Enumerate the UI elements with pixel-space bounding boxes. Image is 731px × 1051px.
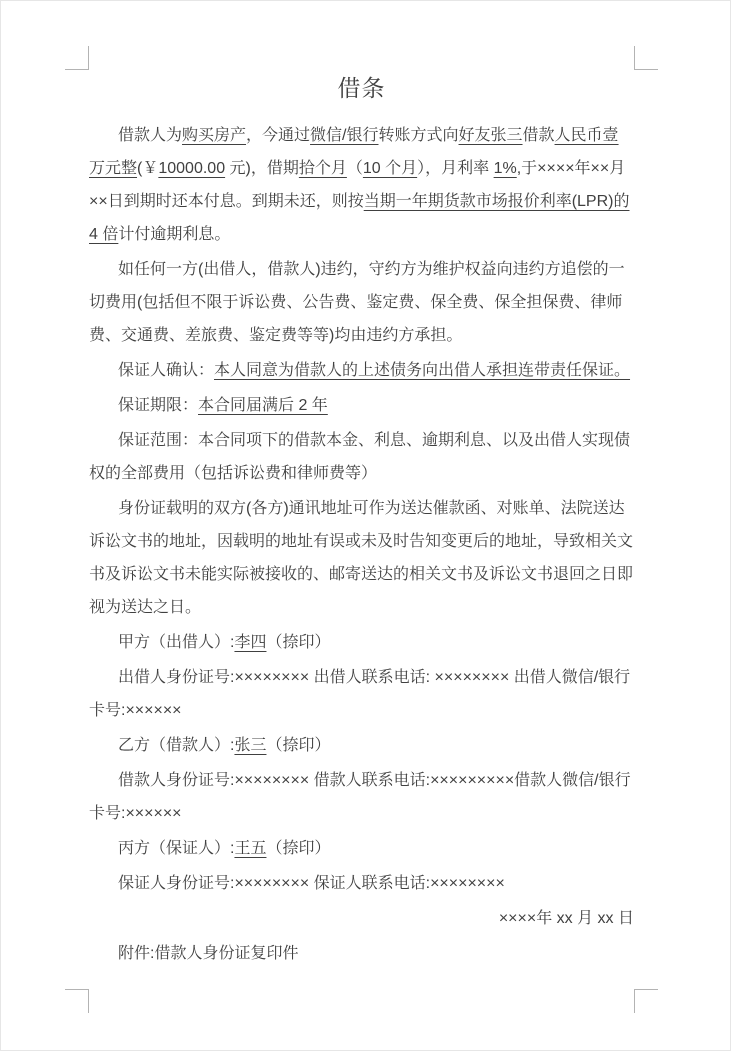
paragraph-attachment <box>89 937 634 970</box>
underlined-text: 10000.00 <box>158 160 226 177</box>
document-title: 借条 <box>337 75 386 101</box>
paragraph-lender-contact-info <box>89 661 634 727</box>
underlined-text: 10 个月 <box>362 160 418 177</box>
paragraph-guarantor-contact-info <box>89 867 634 900</box>
underlined-text: 拾个月 <box>298 160 347 177</box>
text-run: （捺印） <box>266 737 331 754</box>
paragraph-guarantee-scope <box>89 424 634 490</box>
text-run: 乙方（借款人）: <box>118 737 235 754</box>
underlined-text: 本合同届满后 2 年 <box>198 397 328 414</box>
text-run: 附件:借款人身份证复印件 <box>118 945 299 962</box>
text-run: 转账方式向 <box>378 127 459 144</box>
text-run: 保证人确认： <box>118 362 215 379</box>
text-run: ××××年 xx 月 xx 日 <box>498 910 634 927</box>
paragraph-date <box>89 902 634 935</box>
text-run: 借款 <box>522 127 555 144</box>
document-body <box>89 119 634 970</box>
text-run: 保证人身份证号:×××××××× 保证人联系电话:×××××××× <box>118 875 505 892</box>
margin-corner-mark-top-right <box>634 46 658 70</box>
text-run: 丙方（保证人）: <box>118 840 235 857</box>
text-run: 保证期限： <box>118 397 199 414</box>
text-run: ，今通过 <box>246 127 311 144</box>
underlined-text: 购买房产 <box>182 127 247 144</box>
margin-corner-mark-top-left <box>65 46 89 70</box>
text-run: （ <box>346 160 363 177</box>
margin-corner-mark-bottom-right <box>634 989 658 1013</box>
underlined-text: 当期一年期货款市场报价利率(LPR)的 4 倍 <box>89 193 630 243</box>
paragraph-party-c-guarantor-signature <box>89 832 634 865</box>
text-run: 借款人身份证号:×××××××× 借款人联系电话:×××××××××借款人微信/银行卡号:×××××× <box>89 772 631 822</box>
paragraph-loan-terms <box>89 119 634 251</box>
text-run: ,于××××年××月××日到期时还本付息。到期未还，则按 <box>89 160 626 210</box>
paragraph-service-address <box>89 492 634 624</box>
paragraph-party-b-borrower-signature <box>89 729 634 762</box>
underlined-text: 本人同意为借款人的上述债务向出借人承担连带责任保证。 <box>214 362 631 379</box>
text-run: 甲方（出借人）: <box>118 634 235 651</box>
underlined-text: 人民币壹万元整 <box>89 127 619 177</box>
text-run: （捺印） <box>266 840 331 857</box>
document-text-area <box>89 69 634 972</box>
text-run: 如任何一方(出借人，借款人)违约，守约方为维护权益向违约方追偿的一切费用(包括但不限于诉讼费、公告费、鉴定费、保全费、保全担保费、律师费、交通费、差旅费、鉴定费等等)均由违约方承担。 <box>89 261 625 344</box>
paragraph-party-a-lender-signature <box>89 626 634 659</box>
margin-corner-mark-bottom-left <box>65 989 89 1013</box>
text-run: 元)，借期 <box>225 160 299 177</box>
underlined-text: 王五 <box>234 840 267 857</box>
paragraph-borrower-contact-info <box>89 764 634 830</box>
text-run: 身份证载明的双方(各方)通讯地址可作为送达催款函、对账单、法院送达诉讼文书的地址，因载明的地址有误或未及时告知变更后的地址，导致相关文书及诉讼文书未能实际被接收的、邮寄送达的相关文书及诉讼文书退回之日即视为送达之日。 <box>89 500 634 616</box>
text-run: (￥ <box>137 160 159 177</box>
paragraph-guarantor-confirmation <box>89 354 634 387</box>
text-run: 计付逾期利息。 <box>118 226 231 243</box>
underlined-text: 张三 <box>234 737 267 754</box>
underlined-text: 李四 <box>234 634 267 651</box>
underlined-text: 微信/银行 <box>310 127 379 144</box>
underlined-text: 1% <box>493 160 517 177</box>
text-run: 出借人身份证号:×××××××× 出借人联系电话: ×××××××× 出借人微信/银行卡号:×××××× <box>89 669 631 719</box>
paragraph-guarantee-period <box>89 389 634 422</box>
paragraph-breach-costs <box>89 253 634 352</box>
text-run: 保证范围：本合同项下的借款本金、利息、逾期利息、以及出借人实现债权的全部费用（包括诉讼费和律师费等） <box>89 432 631 482</box>
text-run: ），月利率 <box>417 160 494 177</box>
underlined-text: 好友张三 <box>458 127 523 144</box>
text-run: （捺印） <box>266 634 331 651</box>
text-run: 借款人为 <box>118 127 183 144</box>
